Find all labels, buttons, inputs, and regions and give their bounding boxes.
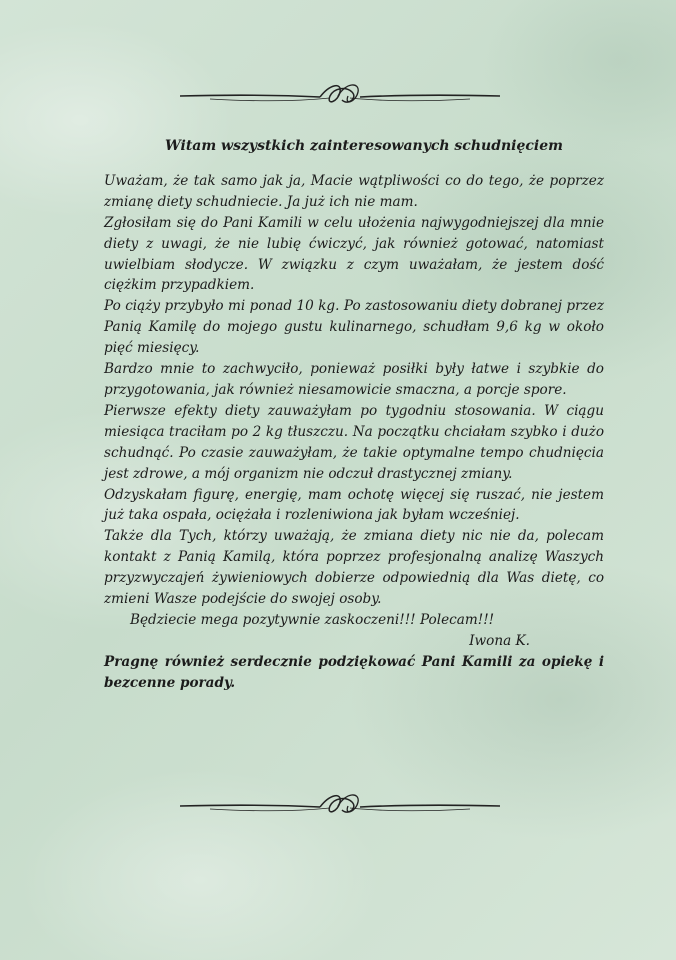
letter-title: Witam wszystkich zainteresowanych schudnięciem: [165, 138, 563, 154]
top-ornament: [180, 76, 500, 116]
paragraph-1: Uważam, że tak samo jak ja, Macie wątpliwości co do tego, że poprzez zmianę diety schudniecie. Ja już ich nie mam.: [104, 172, 604, 210]
paragraph-4: Bardzo mnie to zachwyciło, ponieważ posiłki były łatwe i szybkie do przygotowania, jak również niesamowicie smaczna, a porcje spore.: [104, 361, 604, 398]
signature: Iwona K.: [469, 632, 530, 649]
paragraph-5: Pierwsze efekty diety zauważyłam po tygodniu stosowania. W ciągu miesiąca traciłam po 2 kg tłuszczu. Na początku chciałam szybko i dużo schudnąć. Po czasie zauważyłam, że takie optymalne tempo chudnięcia jest zdrowe, a mój organizm nie odczuł drastycznej zmiany.: [104, 402, 604, 482]
letter-body: [104, 136, 604, 694]
bottom-ornament: [180, 786, 500, 826]
paragraph-6: Odzyskałam figurę, energię, mam ochotę więcej się ruszać, nie jestem już taka ospała, ociężała i rozleniwiona jak byłam wcześniej.: [104, 486, 604, 524]
paragraph-2: Zgłosiłam się do Pani Kamili w celu ułożenia najwygodniejszej dla mnie diety z uwagi, że nie lubię ćwiczyć, jak również gotować, natomiast uwielbiam słodycze. W związku z czym uważałam, że jestem dość ciężkim przypadkiem.: [104, 214, 604, 294]
paragraph-3: Po ciąży przybyło mi ponad 10 kg. Po zastosowaniu diety dobranej przez Panią Kamilę do mojego gustu kulinarnego, schudłam 9,6 kg w około pięć miesięcy.: [104, 298, 604, 357]
paragraph-7: Także dla Tych, którzy uważają, że zmiana diety nic nie da, polecam kontakt z Panią Kamilą, która poprzez profesjonalną analizę Waszych przyzwyczajeń żywieniowych dobierze odpowiednią dla Was dietę, co zmieni Wasze podejście do swojej osoby.: [104, 528, 604, 608]
thanks-note: Pragnę również serdecznie podziękować Pani Kamili za opiekę i bezcenne porady.: [104, 653, 604, 691]
closing-line: Będziecie mega pozytywnie zaskoczeni!!! Polecam!!!: [130, 611, 495, 628]
